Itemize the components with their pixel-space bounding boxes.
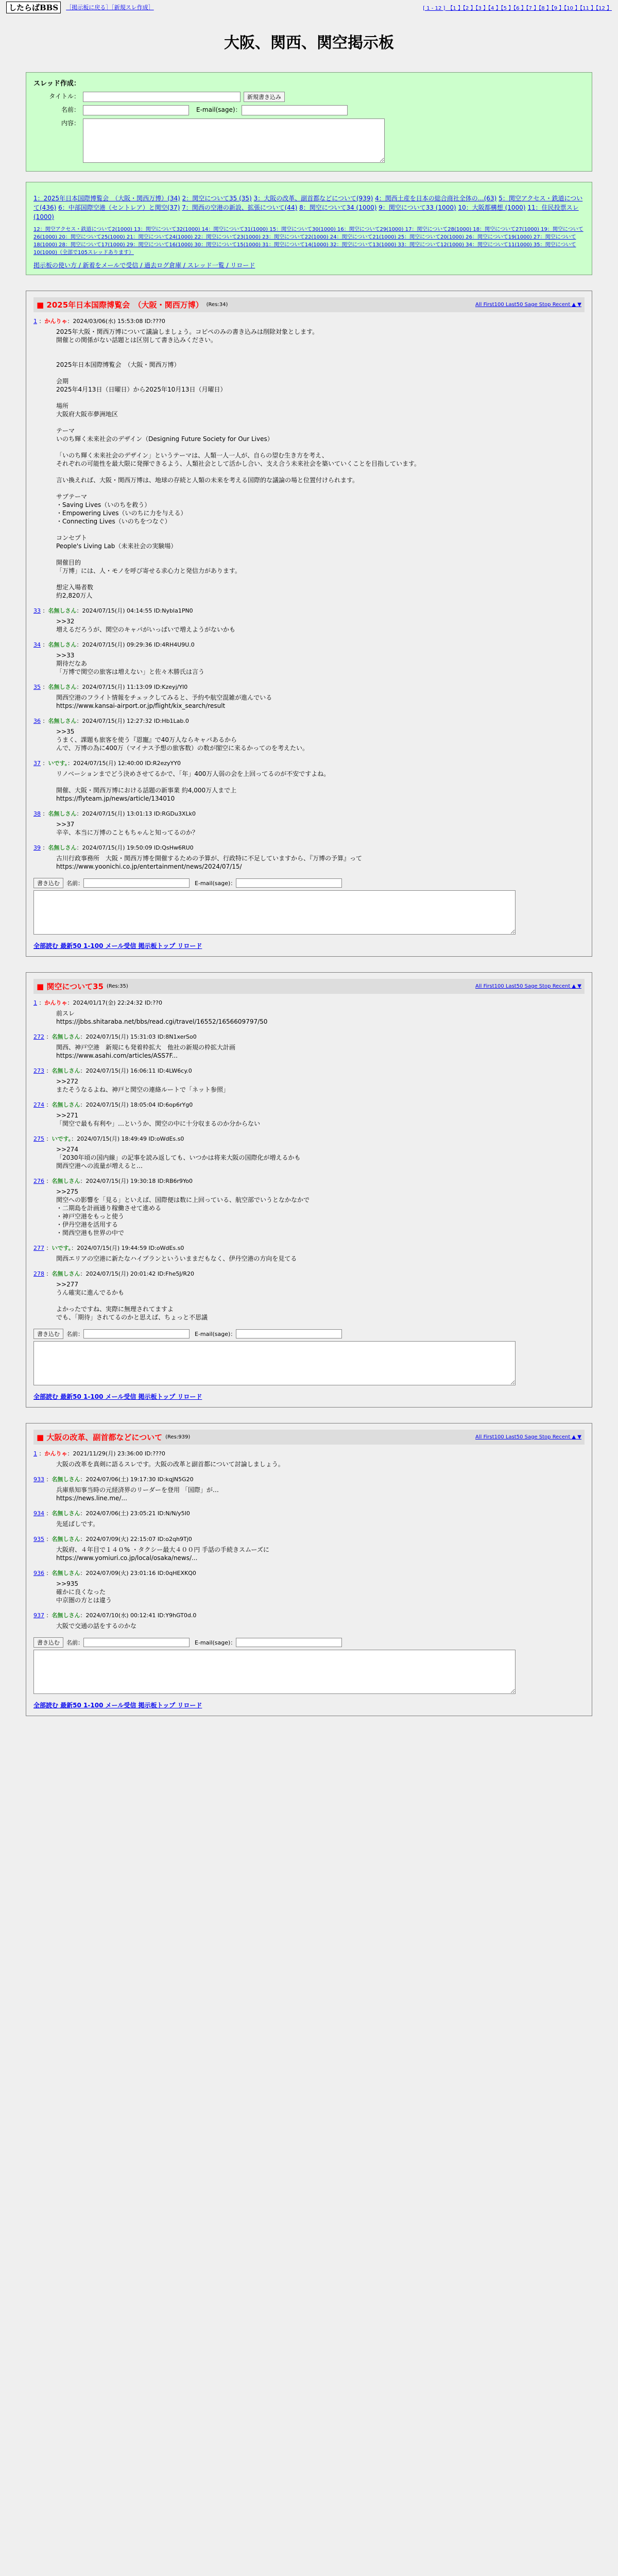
post	[33, 1177, 585, 1237]
post-number[interactable]: 35	[33, 684, 41, 690]
post-author: かんりゃ	[44, 318, 67, 325]
reply-submit-button[interactable]: 書き込む	[33, 878, 63, 888]
post-meta: ：2024/07/15(月) 19:44:59 ID:oWdEs.s0	[71, 1245, 184, 1251]
post-author: いです。	[52, 1245, 72, 1251]
reply-form	[33, 1329, 585, 1387]
post-number[interactable]: 1	[33, 1450, 37, 1457]
post-header: 1 ：かんりゃ：2024/03/06(水) 15:53:08 ID:???0	[33, 318, 165, 325]
menu-thread-link[interactable]: 1：2025年日本国際博覧会 （大阪・関西万博）(34)	[33, 195, 180, 202]
post	[33, 1135, 585, 1170]
reply-name-input[interactable]	[83, 1329, 190, 1338]
post-number[interactable]: 34	[33, 641, 41, 648]
post-number[interactable]: 933	[33, 1476, 44, 1483]
thread-footer-links[interactable]: 全部読む 最新50 1-100 メール受信 掲示板トップ リロード	[33, 1393, 202, 1400]
name-input[interactable]	[83, 105, 189, 115]
post	[33, 1476, 585, 1502]
thread-menu-list	[33, 194, 585, 222]
post	[33, 1244, 585, 1263]
post	[33, 1450, 585, 1468]
post-author: 名無しさん	[52, 1270, 80, 1277]
menu-thread-link[interactable]: 6：中部国際空港（セントレア）と関空(37)	[58, 204, 180, 211]
board-title: 大阪、関西、関空掲示板	[224, 34, 394, 52]
post-body: >>277 うん確実に進んでるかも よかったですね、実際に無理されてますよ でも、「期待」されてるのかと思えば、ちょっと不思議	[56, 1281, 208, 1321]
thread-footer-links[interactable]: 全部読む 最新50 1-100 メール受信 掲示板トップ リロード	[33, 1702, 202, 1709]
post	[33, 810, 585, 837]
email-input[interactable]	[242, 105, 348, 115]
post-body: 関西、神戸空港 新規にも発着枠拡大 他社の新規の枠拡大計画 https://www.asahi.com/articles/ASS7F...	[56, 1044, 236, 1059]
post-header: 934 ：名無しさん：2024/07/06(土) 23:05:21 ID:N/N/y5I0	[33, 1510, 190, 1517]
post-meta: ：2024/07/15(月) 12:27:32 ID:Hb1Lab.0	[76, 718, 189, 724]
post-author: 名無しさん	[48, 844, 77, 851]
post-number[interactable]: 937	[33, 1612, 44, 1619]
body-textarea[interactable]	[83, 118, 385, 163]
reply-textarea[interactable]	[33, 1650, 516, 1694]
post-author: 名無しさん	[52, 1536, 80, 1543]
body-label: 内容：	[61, 120, 80, 127]
threads-container	[0, 291, 618, 1716]
post-header: 37 ：いです。：2024/07/15(月) 12:40:00 ID:R2ezyYY0	[33, 760, 181, 767]
thread-title[interactable]: ■ 2025年日本国際博覧会 （大阪・関西万博）	[37, 300, 203, 310]
post-number[interactable]: 936	[33, 1570, 44, 1577]
post-author: 名無しさん	[48, 718, 77, 724]
post	[33, 1569, 585, 1604]
reply-email-input[interactable]	[236, 1329, 342, 1338]
post-header: 274 ：名無しさん：2024/07/15(月) 18:05:04 ID:6op6rYg0	[33, 1101, 193, 1108]
post	[33, 641, 585, 676]
menu-thread-link[interactable]: 8：関空について34 (1000)	[299, 204, 377, 211]
post-number[interactable]: 275	[33, 1136, 44, 1142]
post	[33, 683, 585, 710]
post-meta: ：2024/07/06(土) 19:17:30 ID:kqJN5G20	[80, 1476, 194, 1483]
reply-form	[33, 878, 585, 936]
post-meta: ：2024/07/09(火) 23:01:16 ID:0qHEXKQ0	[80, 1570, 196, 1577]
title-row	[33, 92, 585, 102]
reply-email-input[interactable]	[236, 878, 342, 888]
post-body: 大阪の改革を真剣に語るスレです。大阪の改革と副首都について討論しましょう。	[56, 1461, 284, 1468]
reply-email-input[interactable]	[236, 1638, 342, 1647]
thread-header	[33, 1430, 585, 1445]
post	[33, 1510, 585, 1528]
reply-email-label: E-mail(sage)：	[195, 1331, 236, 1337]
post-number[interactable]: 277	[33, 1245, 44, 1251]
post-author: 名無しさん	[52, 1570, 80, 1577]
post-body: 大阪で交通の話をするのかな	[56, 1622, 137, 1630]
post-meta: ：2024/07/15(月) 12:40:00 ID:R2ezyYY0	[67, 760, 181, 767]
post-number[interactable]: 38	[33, 810, 41, 817]
post-body: >>35 うまく、課題も旅客を使う『恩寵』で40万人ならキャパあるから んで、万博の為に400万（マイナス予想の旅客数）の数が閣空に来るかってのを考えたい。	[56, 728, 308, 752]
thread-res-count: (Res:34)	[206, 302, 228, 308]
post-header: 937 ：名無しさん：2024/07/10(水) 00:12:41 ID:Y9hGT0d.0	[33, 1612, 197, 1619]
post-number[interactable]: 36	[33, 718, 41, 724]
post-meta: ：2024/07/15(月) 20:01:42 ID:Fhe5J/R20	[80, 1270, 194, 1277]
post	[33, 1101, 585, 1128]
board-panel	[26, 72, 592, 172]
post-body: 関西空港のフライト情報をチェックしてみると、予約や航空混雑が進んでいる https://www.kansai-airport.or.jp/flight/kix_search/result	[56, 694, 272, 709]
body-row	[33, 118, 585, 163]
post-author: 名無しさん	[52, 1178, 80, 1184]
reply-name-label: 名前：	[66, 1331, 83, 1337]
post-body: >>37 辛辛、本当に万博のこともちゃんと知ってるのか？	[56, 821, 199, 836]
thread-title[interactable]: ■ 大阪の改革、副首都などについて	[37, 1433, 163, 1442]
reply-form	[33, 1637, 585, 1696]
post-meta: ：2024/07/15(月) 04:14:55 ID:Nybla1PN0	[76, 607, 193, 614]
post	[33, 1612, 585, 1630]
thread-form-heading: スレッド作成：	[33, 80, 80, 88]
post-header: 35 ：名無しさん：2024/07/15(月) 11:13:09 ID:Kzeyj/YI0	[33, 684, 188, 690]
post-number[interactable]: 934	[33, 1510, 44, 1517]
menu-footer-links[interactable]: 掲示板の使い方 / 新着をメールで受信 / 過去ログ倉庫 / スレッド一覧 / リロード	[33, 262, 255, 269]
menu-thread-link[interactable]: 4：関西土産を日本の総合商社全体の…(63)	[375, 195, 497, 202]
post-author: かんりゃ	[44, 999, 67, 1006]
top-bar	[0, 0, 618, 14]
thread-block	[26, 972, 592, 1408]
site-logo[interactable]: したらばBBS	[6, 2, 61, 13]
post-meta: ：2024/07/15(月) 18:05:04 ID:6op6rYg0	[80, 1101, 193, 1108]
post-number[interactable]: 935	[33, 1536, 44, 1543]
post-body: >>935 確かに良くなった 中京圏の方とは違う	[56, 1580, 112, 1604]
post-body: >>33 期待だなあ 「万博で関空の旅客は増えない」と佐々木勝氏は言う	[56, 652, 205, 675]
post-header: 272 ：名無しさん：2024/07/15(月) 15:31:03 ID:8N1xerSo0	[33, 1033, 197, 1040]
thread-footer-links[interactable]: 全部読む 最新50 1-100 メール受信 掲示板トップ リロード	[33, 942, 202, 950]
post	[33, 317, 585, 600]
post-meta: ：2024/07/15(月) 18:49:49 ID:oWdEs.s0	[71, 1136, 184, 1142]
post-author: いです。	[52, 1136, 72, 1142]
thread-title[interactable]: ■ 関空について35	[37, 982, 104, 991]
post-header: 33 ：名無しさん：2024/07/15(月) 04:14:55 ID:Nybla1PN0	[33, 607, 193, 614]
post-body: 兵庫県知事当時の元経済界のリーダーを登用 「国際」が… https://news.line.me/...	[56, 1486, 219, 1502]
post-meta: ：2024/07/09(火) 22:15:07 ID:o2qh9Tj0	[80, 1536, 192, 1543]
reply-form-row	[33, 878, 585, 888]
post-meta: ：2024/07/15(月) 09:29:36 ID:4RH4U9U.0	[76, 641, 195, 648]
post-body: >>275 関空への影響を「見る」といえば、国際便は数に上回っている、航空部でいうとなかなかで ・二期島を計画通り稼働させて進める ・神戸空港をもっと使う ・伊丹空港を活用する ・関西空港も世界の中で	[56, 1188, 310, 1236]
reply-form-row	[33, 1329, 585, 1339]
menu-thread-link[interactable]: 10：大阪都構想 (1000)	[458, 204, 526, 211]
post-header: 278 ：名無しさん：2024/07/15(月) 20:01:42 ID:Fhe5J/R20	[33, 1270, 194, 1277]
post-meta: ：2024/07/15(月) 16:06:11 ID:4LW6cy.0	[80, 1067, 192, 1074]
post-number[interactable]: 272	[33, 1033, 44, 1040]
post-header: 275 ：いです。：2024/07/15(月) 18:49:49 ID:oWdEs.s0	[33, 1136, 184, 1142]
post-author: いです。	[48, 760, 68, 767]
post-body: >>32 増えるだろうが、関空のキャパがいっぱいで増えようがないかも	[56, 618, 236, 633]
title-label: タイトル：	[49, 93, 80, 100]
post-author: 名無しさん	[48, 810, 77, 817]
thread-header	[33, 979, 585, 994]
title-input[interactable]	[83, 92, 241, 102]
post-header: 36 ：名無しさん：2024/07/15(月) 12:27:32 ID:Hb1Lab.0	[33, 718, 189, 724]
post-meta: ：2024/07/15(月) 13:01:13 ID:RGDu3XLk0	[76, 810, 196, 817]
post-number[interactable]: 33	[33, 607, 41, 614]
post-meta: ：2021/11/29(月) 23:36:00 ID:???0	[67, 1450, 165, 1457]
thread-block	[26, 291, 592, 957]
board-title-wrap	[0, 14, 618, 72]
post-header: 936 ：名無しさん：2024/07/09(火) 23:01:16 ID:0qHEXKQ0	[33, 1570, 196, 1577]
post-author: 名無しさん	[52, 1476, 80, 1483]
post-author: 名無しさん	[52, 1101, 80, 1108]
menu-thread-link[interactable]: 3：大阪の改革、副首都などについて(939)	[253, 195, 373, 202]
reply-email-label: E-mail(sage)：	[195, 1639, 236, 1646]
name-row	[33, 105, 585, 115]
post-number[interactable]: 1	[33, 999, 37, 1006]
post-meta: ：2024/07/15(月) 19:50:09 ID:QsHw6RU0	[76, 844, 194, 851]
menu-thread-link[interactable]: 7：関西の空港の新設、拡張について(44)	[182, 204, 298, 211]
reply-name-input[interactable]	[83, 1638, 190, 1647]
post-body: 2025年大阪・関西万博について議論しましょう。コピペのみの書き込みは削除対象とします。 開催との関係がない話題とは区別して書き込みください。 2025年日本国際博覧会 （大阪・関西万博） 会期 2025年4月13日（日曜日）から2025年10月13日（月曜日） 場所 大阪府大阪市夢洲地区 テーマ いのち輝く未来社会のデザイン（Designing Future Society for Our Lives） 「いのち輝く未来社会のデザイン」というテーマは、人類一人一人が、自らの望む生き方を考え、 それぞれの可能性を最大限に発揮できるよう、人類社会として活かし合い、支え合う未来社会を築いていくことを目指しています。 言い換えれば、大阪・関西万博は、地球の存続と人類の未来を考える国際的な議論の場と位置付けられます。 サブテーマ ・Saving Lives（いのちを救う） ・Empowering Lives（いのちに力を与える） ・Connecting Lives（いのちをつなぐ） コンセプト People's Living Lab（未来社会の実験場） 開催目的 「万博」には、人・モノを呼び寄せる求心力と発信力があります。 想定入場者数 約2,820万人	[56, 328, 421, 599]
post	[33, 844, 585, 871]
thread-block	[26, 1423, 592, 1716]
reply-textarea[interactable]	[33, 1341, 516, 1385]
post-number[interactable]: 37	[33, 760, 41, 767]
post-author: 名無しさん	[48, 607, 77, 614]
post-number[interactable]: 278	[33, 1270, 44, 1277]
post-body: 大阪府、４年目で１４０% ・タクシー最大４００円 手話の手続きスムーズに https://www.yomiuri.co.jp/local/osaka/news/...	[56, 1546, 269, 1562]
reply-name-input[interactable]	[83, 878, 190, 888]
email-label: E-mail(sage)：	[196, 106, 242, 113]
post	[33, 1067, 585, 1094]
thread-res-count: (Res:939)	[165, 1434, 191, 1440]
post-author: かんりゃ	[44, 1450, 67, 1457]
post-author: 名無しさん	[52, 1067, 80, 1074]
thread-nav-links[interactable]: All First100 Last50 Sage Stop Recent ▲ ▼	[475, 1434, 581, 1440]
reply-submit-button[interactable]: 書き込む	[33, 1329, 63, 1339]
post-author: 名無しさん	[48, 641, 77, 648]
menu-thread-link[interactable]: 9：関空について33 (1000)	[379, 204, 456, 211]
post-number[interactable]: 273	[33, 1067, 44, 1074]
post-body: 関西エリアの空港に新たなハイプランといういままだもなく、伊丹空港の方向を見てる	[56, 1255, 297, 1262]
post-author: 名無しさん	[52, 1033, 80, 1040]
post-number[interactable]: 274	[33, 1101, 44, 1108]
post-body: >>274 「2030年頃の国内線」の記事を読み返しても、いつかは将来大阪の国際化が増えるかも 関西空港への流量が増えると…	[56, 1146, 301, 1170]
post-header: 277 ：いです。：2024/07/15(月) 19:44:59 ID:oWdEs.s0	[33, 1245, 184, 1251]
post	[33, 759, 585, 803]
reply-submit-button[interactable]: 書き込む	[33, 1637, 63, 1648]
reply-email-label: E-mail(sage)：	[195, 880, 236, 887]
post-meta: ：2024/07/15(月) 15:31:03 ID:8N1xerSo0	[80, 1033, 197, 1040]
post-body: >>271 「関空で最も有利や」…というか、関空の中に十分収まるのか分からない	[56, 1112, 261, 1127]
post-header: 39 ：名無しさん：2024/07/15(月) 19:50:09 ID:QsHw6RU0	[33, 844, 194, 851]
post-number[interactable]: 39	[33, 844, 41, 851]
post-body: >>272 またそうなるよね、神戸と関空の連絡ルートで「ネット参照」	[56, 1078, 230, 1093]
menu-thread-link[interactable]: 5：関空アクセス・鉄道について(436)	[33, 195, 583, 211]
thread-menu	[26, 182, 592, 275]
name-label: 名前：	[61, 106, 80, 113]
post-author: 名無しさん	[48, 684, 77, 690]
thread-header	[33, 297, 585, 312]
post-body: 古川行政事務所 大阪・関西万博を開催するための予算が、行政特に不足していますから、『万博の予算』って https://www.yoonichi.co.jp/entertainment/news/2024/07/15/	[56, 855, 363, 870]
new-thread-button[interactable]: 新規書き込み	[244, 92, 285, 102]
post-header: 933 ：名無しさん：2024/07/06(土) 19:17:30 ID:kqJN5G20	[33, 1476, 194, 1483]
post-meta: ：2024/01/17(金) 22:24:32 ID:??0	[67, 999, 162, 1006]
post-header: 34 ：名無しさん：2024/07/15(月) 09:29:36 ID:4RH4U9U.0	[33, 641, 195, 648]
post-meta: ：2024/07/10(水) 00:12:41 ID:Y9hGT0d.0	[80, 1612, 197, 1619]
menu-thread-link[interactable]: 11：住民投票スレ(1000)	[33, 204, 579, 221]
post-header: 1 ：かんりゃ：2024/01/17(金) 22:24:32 ID:??0	[33, 999, 162, 1006]
thread-index-links[interactable]: [ 1 - 12 ] 【1 】【2 】【3 】【4 】【5 】【6 】【7 】【8 】【9 】【10 】【11 】【12 】	[423, 5, 612, 11]
post	[33, 607, 585, 634]
post-meta: ：2024/03/06(水) 15:53:08 ID:???0	[67, 318, 165, 325]
post-header: 1 ：かんりゃ：2021/11/29(月) 23:36:00 ID:???0	[33, 1450, 165, 1457]
thread-nav-links[interactable]: All First100 Last50 Sage Stop Recent ▲ ▼	[475, 984, 581, 989]
post-body: 前スレ https://jbbs.shitaraba.net/bbs/read.cgi/travel/16552/1656609797/50	[56, 1010, 268, 1025]
post-header: 273 ：名無しさん：2024/07/15(月) 16:06:11 ID:4LW6cy.0	[33, 1067, 192, 1074]
thread-create-form	[33, 78, 585, 163]
reply-name-label: 名前：	[66, 880, 83, 887]
post	[33, 1270, 585, 1321]
thread-nav-links[interactable]: All First100 Last50 Sage Stop Recent ▲ ▼	[475, 302, 581, 308]
thread-menu-more[interactable]: 12：関空アクセス・鉄道について2(1000) 13：関空について32(1000) 14：関空について31(1000) 15：関空について30(1000) 16：関空について29(1000) 17：関空について28(1000) 18：関空について27(1000) 19：関空について26(1000) 20：関空について25(1000) 21：関空について24(1000) 22：関空について23(1000) 23：関空について22(1000) 24：関空について21(1000) 25：関空について20(1000) 26：関空について19(1000) 27：関空について18(1000) 28：関空について17(1000) 29：関空について16(1000) 30：関空について15(1000) 31：関空について14(1000) 32：関空について13(1000) 33：関空について12(1000) 34：関空について11(1000) 35：関空について10(1000)（全部で105スレッドあります）	[33, 227, 583, 256]
post-body: リノベーションまでどう決めさせてるかで、「年」400万人弱の会を上回ってるのが不安ですよね。 開催、大阪・関西万博における話題の新事業 約4,000万人まで上 https://flyteam.jp/news/article/134010	[56, 770, 330, 802]
post-header: 38 ：名無しさん：2024/07/15(月) 13:01:13 ID:RGDu3XLk0	[33, 810, 196, 817]
post-body: 先延ばしです。	[56, 1520, 99, 1528]
reply-textarea[interactable]	[33, 890, 516, 935]
post-meta: ：2024/07/15(月) 11:13:09 ID:Kzeyj/YI0	[76, 684, 188, 690]
post-author: 名無しさん	[52, 1510, 80, 1517]
post-author: 名無しさん	[52, 1612, 80, 1619]
post	[33, 999, 585, 1026]
post	[33, 1535, 585, 1562]
reply-name-label: 名前：	[66, 1639, 83, 1646]
thread-res-count: (Res:35)	[106, 984, 128, 989]
post-header: 276 ：名無しさん：2024/07/15(月) 19:30:18 ID:RB6r9Yo0	[33, 1178, 193, 1184]
post-number[interactable]: 276	[33, 1178, 44, 1184]
post-number[interactable]: 1	[33, 318, 37, 325]
post-meta: ：2024/07/06(土) 23:05:21 ID:N/N/y5I0	[80, 1510, 190, 1517]
post	[33, 717, 585, 752]
reply-form-row	[33, 1637, 585, 1648]
post-header: 935 ：名無しさん：2024/07/09(火) 22:15:07 ID:o2qh9Tj0	[33, 1536, 192, 1543]
post-meta: ：2024/07/15(月) 19:30:18 ID:RB6r9Yo0	[80, 1178, 193, 1184]
menu-thread-link[interactable]: 2：関空について35 (35)	[182, 195, 252, 202]
top-nav-links[interactable]: ［掲示板に戻る］［新規スレ作成］	[66, 4, 154, 11]
post	[33, 1033, 585, 1060]
